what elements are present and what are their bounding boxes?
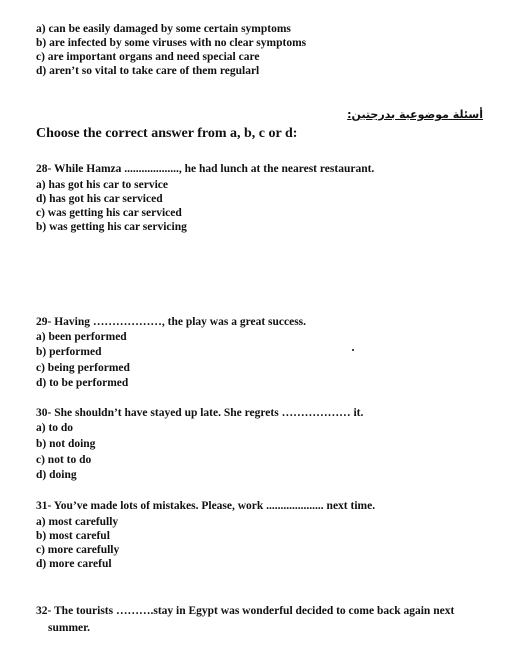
question-30-option-4: d) doing (36, 469, 77, 481)
prev-option-c: c) are important organs and need special care (36, 51, 260, 63)
question-30-option-1: a) to do (36, 422, 74, 434)
question-31-option-2: b) most careful (36, 530, 110, 542)
question-32-stem-line-1: 32- The tourists ……….stay in Egypt was wonderful decided to come back again next (36, 605, 455, 617)
question-29-option-1: a) been performed (36, 331, 127, 343)
question-32-stem-line-2: summer. (48, 622, 91, 634)
question-30-option-2: b) not doing (36, 438, 96, 450)
question-31-option-1: a) most carefully (36, 516, 119, 528)
prev-option-b: b) are infected by some viruses with no clear symptoms (36, 37, 307, 49)
prev-option-d: d) aren’t so vital to take care of them regularl (36, 65, 260, 77)
question-30-stem: 30- She shouldn’t have stayed up late. She regrets ……………… it. (36, 407, 364, 419)
question-30-option-3: c) not to do (36, 454, 92, 466)
question-28-option-2: d) has got his car serviced (36, 193, 163, 205)
prev-option-a: a) can be easily damaged by some certain symptoms (36, 23, 291, 35)
question-31-option-4: d) more careful (36, 558, 112, 570)
question-31-stem: 31- You’ve made lots of mistakes. Please, work .................... next time. (36, 500, 376, 512)
question-31-option-3: c) more carefully (36, 544, 120, 556)
question-29-stem: 29- Having ………………, the play was a great success. (36, 316, 307, 328)
question-28-option-4: b) was getting his car servicing (36, 221, 187, 233)
question-29-option-3: c) being performed (36, 362, 130, 374)
question-28-option-3: c) was getting his car serviced (36, 207, 182, 219)
instruction-heading: Choose the correct answer from a, b, c or d: (36, 126, 298, 141)
question-28-stem: 28- While Hamza ..................., he had lunch at the nearest restaurant. (36, 163, 375, 175)
stray-dot-mark (352, 349, 354, 351)
arabic-section-heading: أسئلة موضوعية بدرجتين: (347, 108, 483, 121)
question-29-option-4: d) to be performed (36, 377, 129, 389)
question-28-option-1: a) has got his car to service (36, 179, 169, 191)
question-29-option-2: b) performed (36, 346, 102, 358)
